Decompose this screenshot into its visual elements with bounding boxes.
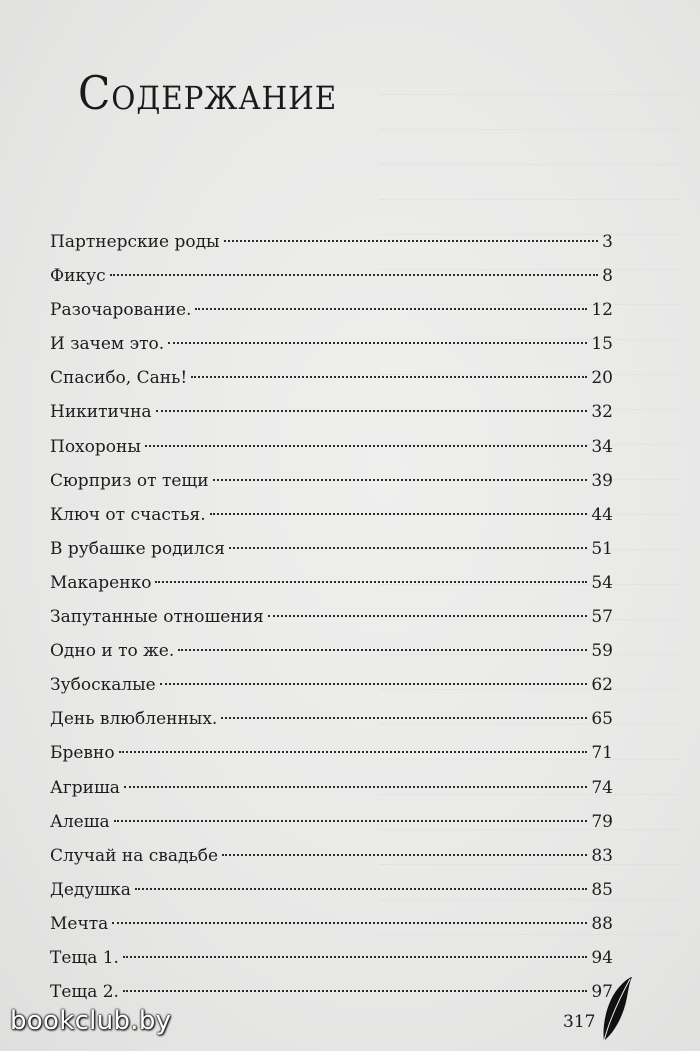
dot-leader [145,445,587,447]
toc-entry-page: 3 [602,232,613,252]
dot-leader [123,990,587,992]
toc-entry-title: Похороны [50,436,141,457]
toc-entry [50,430,613,464]
toc-entry [50,941,613,975]
toc-entry-page: 54 [591,572,613,593]
toc-entry-page: 20 [591,368,613,389]
toc-entry-page: 34 [591,436,613,457]
toc-entry-page: 12 [591,300,613,321]
dot-leader [195,308,587,310]
toc-entry [50,839,613,873]
toc-entry [50,395,613,429]
dot-leader [124,786,587,788]
dot-leader [191,376,587,378]
toc-entry-title: Агриша [50,777,120,798]
toc-entry-title: Спасибо, Сань! [50,368,188,389]
toc-entry [50,702,613,736]
toc-entry-title: Мечта [50,913,109,934]
dot-leader [224,240,599,242]
toc-entry [50,498,613,532]
dot-leader [119,751,588,753]
toc-entry-title: Запутанные отношения [50,607,264,628]
toc-entry-title: Партнерские роды [50,232,220,252]
toc-entry-page: 51 [591,538,613,559]
toc-entry-page: 88 [591,913,613,934]
toc-entry-page: 8 [602,266,613,287]
toc-entry [50,361,613,395]
toc-entry [50,634,613,668]
toc-entry-title: Теща 1. [50,947,119,968]
dot-leader [160,683,588,685]
toc-entry [50,873,613,907]
toc-entry [50,668,613,702]
dot-leader [178,649,587,651]
toc-entry [50,975,613,1009]
toc-entry-title: Бревно [50,743,115,764]
dot-leader [112,922,587,924]
toc-entry-page: 94 [591,947,613,968]
page-number: 317 [563,1012,596,1032]
toc-entry-page: 71 [591,743,613,764]
toc-entry [50,736,613,770]
dot-leader [221,717,587,719]
toc-entry [50,532,613,566]
toc-entry-title: Одно и то же. [50,641,175,662]
toc-entry-page: 32 [591,402,613,423]
toc-entry-page: 57 [591,607,613,628]
toc-entry-title: Никитична [50,402,152,423]
dot-leader [222,854,587,856]
toc-entry [50,225,613,259]
dot-leader [110,274,599,276]
toc-entry-page: 44 [591,504,613,525]
dot-leader [123,956,587,958]
dot-leader [213,479,588,481]
dot-leader [268,615,588,617]
toc-entry-page: 15 [591,334,613,355]
toc-entry [50,327,613,361]
toc-entry-title: Ключ от счастья. [50,504,206,525]
toc-entry-title: Фикус [50,266,106,287]
dot-leader [135,888,587,890]
toc-entry [50,259,613,293]
dot-leader [210,513,588,515]
toc-entry-page: 97 [591,982,613,1003]
dot-leader [114,820,588,822]
toc-entry [50,566,613,600]
toc-entry-title: Алеша [50,811,110,832]
page-title: Содержание [78,66,338,120]
table-of-contents [50,225,613,1009]
toc-entry-page: 83 [591,845,613,866]
toc-entry-page: 79 [591,811,613,832]
toc-entry-page: 62 [591,675,613,696]
toc-entry [50,293,613,327]
feather-icon [598,975,636,1045]
toc-entry-title: Дедушка [50,879,131,900]
toc-entry-title: Сюрприз от тещи [50,470,209,491]
toc-entry-page: 39 [591,470,613,491]
toc-entry-title: Зубоскалые [50,675,156,696]
dot-leader [156,410,588,412]
toc-entry [50,907,613,941]
toc-entry-page: 59 [591,641,613,662]
toc-entry-page: 85 [591,879,613,900]
toc-entry-page: 74 [591,777,613,798]
dot-leader [168,342,587,344]
toc-entry [50,771,613,805]
toc-entry-title: Разочарование. [50,300,192,321]
toc-entry-title: Макаренко [50,572,152,593]
toc-entry-page: 65 [591,709,613,730]
toc-entry-title: День влюбленных. [50,709,218,730]
dot-leader [229,547,587,549]
toc-entry-title: Теща 2. [50,982,119,1003]
toc-entry [50,464,613,498]
toc-entry [50,805,613,839]
toc-entry-title: И зачем это. [50,334,165,355]
toc-entry-title: В рубашке родился [50,538,226,559]
watermark: bookclub.by [10,1006,172,1036]
toc-entry-title: Случай на свадьбе [50,845,219,866]
toc-entry [50,600,613,634]
dot-leader [155,581,587,583]
